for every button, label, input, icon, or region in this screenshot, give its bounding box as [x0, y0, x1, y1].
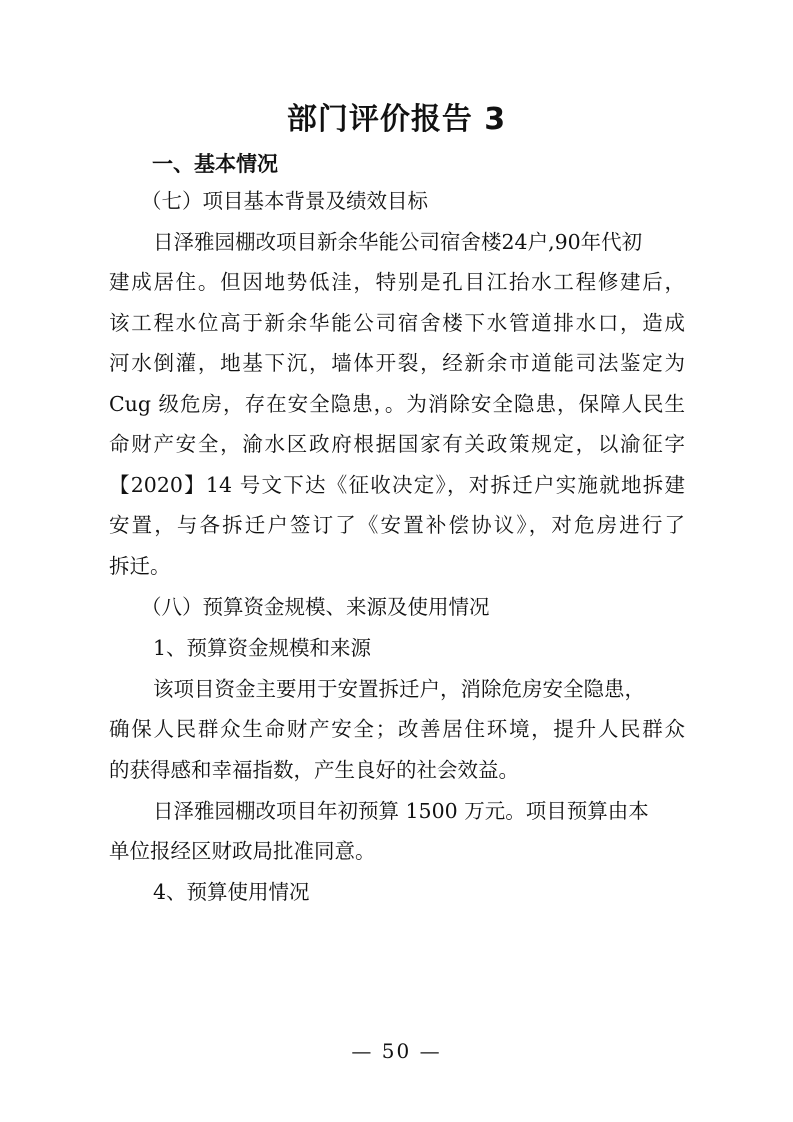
page-number: — 50 —: [351, 1039, 442, 1063]
item-heading-4: 4、预算使用情况: [153, 880, 310, 904]
paragraph-line: 的获得感和幸福指数，产生良好的社会效益。: [109, 758, 519, 782]
paragraph-line: 该项目资金主要用于安置拆迁户，消除危房安全隐患，: [153, 677, 645, 701]
page-title: 部门评价报告 3: [286, 102, 507, 137]
paragraph-line: 河水倒灌，地基下沉，墙体开裂，经新余市道能司法鉴定为: [109, 351, 685, 375]
subheading-7: （七）项目基本背景及绩效目标: [141, 189, 428, 213]
paragraph-line: 【2020】14 号文下达《征收决定》，对拆迁户实施就地拆建: [109, 473, 685, 497]
subheading-8: （八）预算资金规模、来源及使用情况: [141, 595, 490, 619]
paragraph-line: 命财产安全，渝水区政府根据国家有关政策规定，以渝征字: [109, 432, 685, 456]
paragraph-line: 确保人民群众生命财产安全；改善居住环境，提升人民群众: [109, 717, 685, 741]
item-heading-1: 1、预算资金规模和来源: [153, 636, 372, 660]
paragraph-line: 建成居住。但因地势低洼，特别是孔目江抬水工程修建后，: [109, 270, 685, 294]
paragraph-line: 安置，与各拆迁户签订了《安置补偿协议》，对危房进行了: [109, 513, 685, 537]
paragraph-line: 日泽雅园棚改项目年初预算 1500 万元。项目预算由本: [153, 799, 649, 823]
paragraph-line: Cug 级危房，存在安全隐患，。为消除安全隐患，保障人民生: [109, 392, 685, 416]
paragraph-line: 单位报经区财政局批准同意。: [109, 839, 376, 863]
paragraph-line: 拆迁。: [109, 554, 171, 578]
paragraph-line: 该工程水位高于新余华能公司宿舍楼下水管道排水口，造成: [109, 311, 685, 335]
section-heading: 一、基本情况: [152, 152, 278, 176]
paragraph-line: 日泽雅园棚改项目新余华能公司宿舍楼24户,90年代初: [153, 230, 643, 254]
